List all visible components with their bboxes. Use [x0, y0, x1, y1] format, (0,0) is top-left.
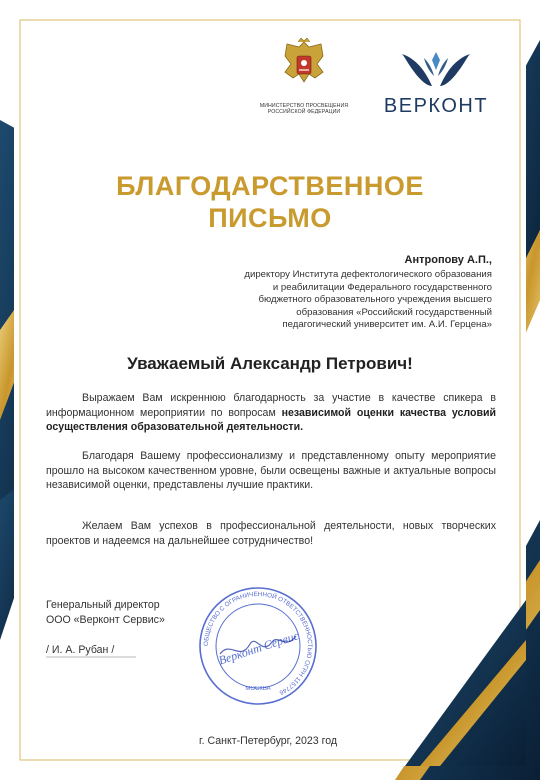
verkont-logo — [380, 48, 492, 118]
title-line-1: БЛАГОДАРСТВЕННОЕ — [116, 171, 424, 201]
paragraph-2: Благодаря Вашему профессионализму и представленному опыту мероприятие прошло на высоком качественном уровне, были освещены важные и актуальные вопросы независимой оценки, представлены лучшие практики. — [46, 450, 496, 491]
signature-underline — [46, 656, 136, 658]
ministry-logo — [254, 38, 354, 115]
signer-role: Генеральный директор — [46, 599, 160, 611]
company-stamp — [196, 584, 320, 708]
verkont-emblem-icon — [396, 48, 476, 88]
ministry-line-2: РОССИЙСКОЙ ФЕДЕРАЦИИ — [267, 109, 341, 115]
greeting: Уважаемый Александр Петрович! — [127, 354, 413, 373]
stamp-city: МОСКВА — [245, 686, 271, 692]
letter-title — [40, 170, 500, 234]
recipient-name: Антропову А.П., — [404, 254, 492, 266]
brand-name: ВЕРКОНТ — [383, 95, 489, 117]
stamp-ring-text: ОБЩЕСТВО С ОГРАНИЧЕННОЙ ОТВЕТСТВЕННОСТЬЮ ОГРН 1157746 — [202, 590, 314, 696]
paragraph-3: Желаем Вам успехов в профессиональной деятельности, новых творческих проектов и надеемся на дальнейшее сотрудничество! — [46, 520, 496, 547]
ministry-line-1: МИНИСТЕРСТВО ПРОСВЕЩЕНИЯ — [259, 103, 349, 109]
signer-block — [46, 598, 165, 627]
coat-of-arms-icon — [279, 38, 329, 98]
paragraph-1-emphasis: независимой оценки качества условий осуществления образовательной деятельности. — [46, 406, 496, 433]
recipient-position: директору Института дефектологического образования и реабилитации Федерального государственного бюджетного образовательного учреждения высшего образования «Российский государственный педагогический университет им. А.И. Герцена» — [244, 269, 492, 331]
signature-line: / И. А. Рубан / — [46, 644, 115, 656]
title-line-2: ПИСЬМО — [208, 203, 332, 233]
signer-org: ООО «Верконт Сервис» — [46, 613, 165, 626]
city-year: г. Санкт-Петербург, 2023 год — [199, 735, 338, 747]
stamp-center: Верконт Сервис — [216, 628, 301, 668]
paragraph-1 — [46, 391, 496, 435]
paragraph-1-text: Выражаем Вам искреннюю благодарность за участие в качестве спикера в информационном мероприятии по вопросам — [46, 392, 496, 419]
